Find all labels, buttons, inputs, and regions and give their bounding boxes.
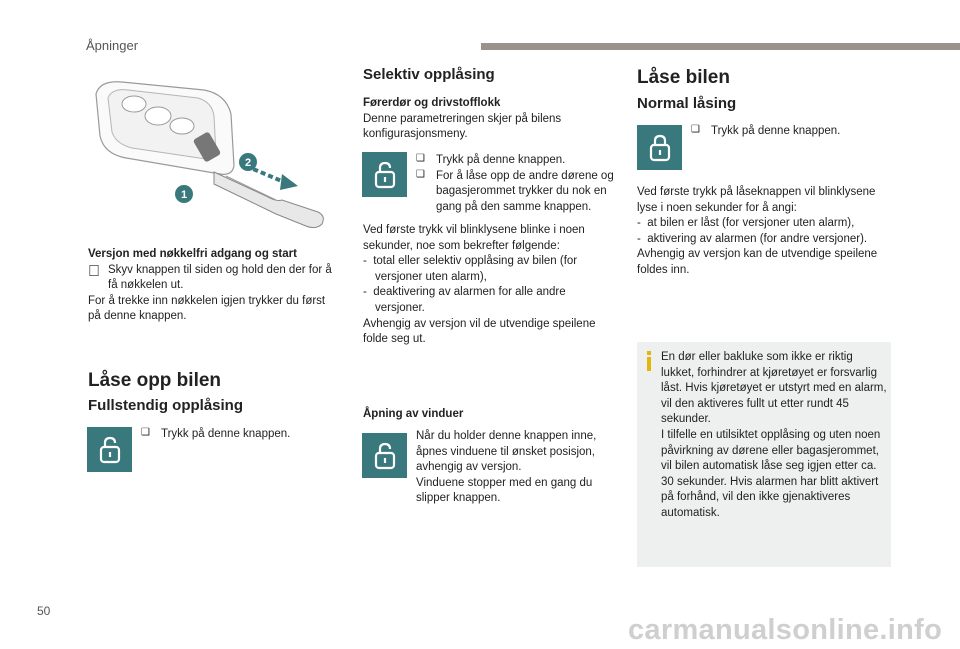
unlock-heading: Låse opp bilen	[88, 370, 222, 391]
selective-unlock-heading: Selektiv opplåsing	[363, 66, 495, 83]
lock-heading: Låse bilen	[637, 67, 730, 88]
normal-lock-heading: Normal låsing	[637, 95, 737, 112]
driver-door-text: Denne parametreringen skjer på bilens konfigurasjonsmeny.	[363, 112, 562, 141]
key-illustration	[86, 76, 336, 236]
driver-door-title: Førerdør og drivstofflokk	[363, 97, 501, 109]
selective-unlock-icon	[362, 152, 407, 197]
driver-door-section	[363, 96, 603, 143]
info-text: En dør eller bakluke som ikke er riktig lukket, forhindrer at kjøretøyet er forsvarlig låst. Hvis kjøretøyet er utstyrt med en alarm, vil den aktiveres fullt ut etter rundt 45 sekunder. I tilfelle en utilsiktet opplåsing og uten noen påvirkning av dørene eller bagasjerommet, vil bilen automatisk låse seg igjen etter ca. 30 sekunder. Hvis alarmen har blitt aktivert på forhånd, vil den ikke gjenaktiveres automatisk.	[661, 351, 887, 519]
keyless-text: For å trekke inn nøkkelen igjen trykker du først på denne knappen.	[88, 294, 326, 323]
watermark: carmanualsonline.info	[628, 614, 943, 646]
header-bar	[481, 43, 960, 50]
lock-button-icon	[637, 125, 682, 170]
selective-confirmation: Ved første trykk vil blinklysene blinke i noen sekunder, noe som bekrefter følgende: - total eller selektiv opplåsing av bilen (for versjoner uten alarm), - deaktivering av alarmen for alle andre versjoner. Avhengig av versjon vil de utvendige speilene folde seg ut.	[363, 224, 596, 346]
bullet-marker	[88, 263, 108, 294]
full-unlock-bullet: ❑ Trykk på denne knappen.	[141, 427, 291, 440]
selective-bullet-2: ❑ For å låse opp de andre dørene og bagasjerommet trykker du nok en gang på den samme knappen.	[416, 168, 614, 213]
keyless-bullet: Skyv knappen til siden og hold den der for å få nøkkelen ut.	[88, 263, 340, 294]
selective-bullets	[416, 153, 616, 215]
section-title: Åpninger	[86, 38, 139, 53]
windows-text: Når du holder denne knappen inne, åpnes vinduene til ønsket posisjon, avhengig av versjon. Vinduene stopper med en gang du slipper knappen.	[416, 430, 597, 505]
lock-confirmation: Ved første trykk på låseknappen vil blinklysene lyse i noen sekunder for å angi: - at bilen er låst (for versjoner uten alarm), - aktivering av alarmen (for andre versjoner). Avhengig av versjon kan de utvendige speilene foldes inn.	[637, 186, 878, 276]
keyless-section	[88, 247, 340, 325]
unlock-button-icon	[87, 427, 132, 472]
page-number: 50	[37, 604, 51, 618]
selective-bullet-1: ❑ Trykk på denne knappen.	[416, 153, 566, 166]
windows-icon	[362, 433, 407, 478]
full-unlock-heading: Fullstendig opplåsing	[88, 397, 243, 414]
svg-text:1: 1	[180, 189, 188, 201]
lock-bullet: ❑ Trykk på denne knappen.	[691, 124, 841, 137]
windows-title: Åpning av vinduer	[363, 408, 464, 420]
keyless-title: Versjon med nøkkelfri adgang og start	[88, 248, 297, 260]
svg-text:2: 2	[244, 157, 252, 169]
info-icon	[647, 351, 651, 371]
